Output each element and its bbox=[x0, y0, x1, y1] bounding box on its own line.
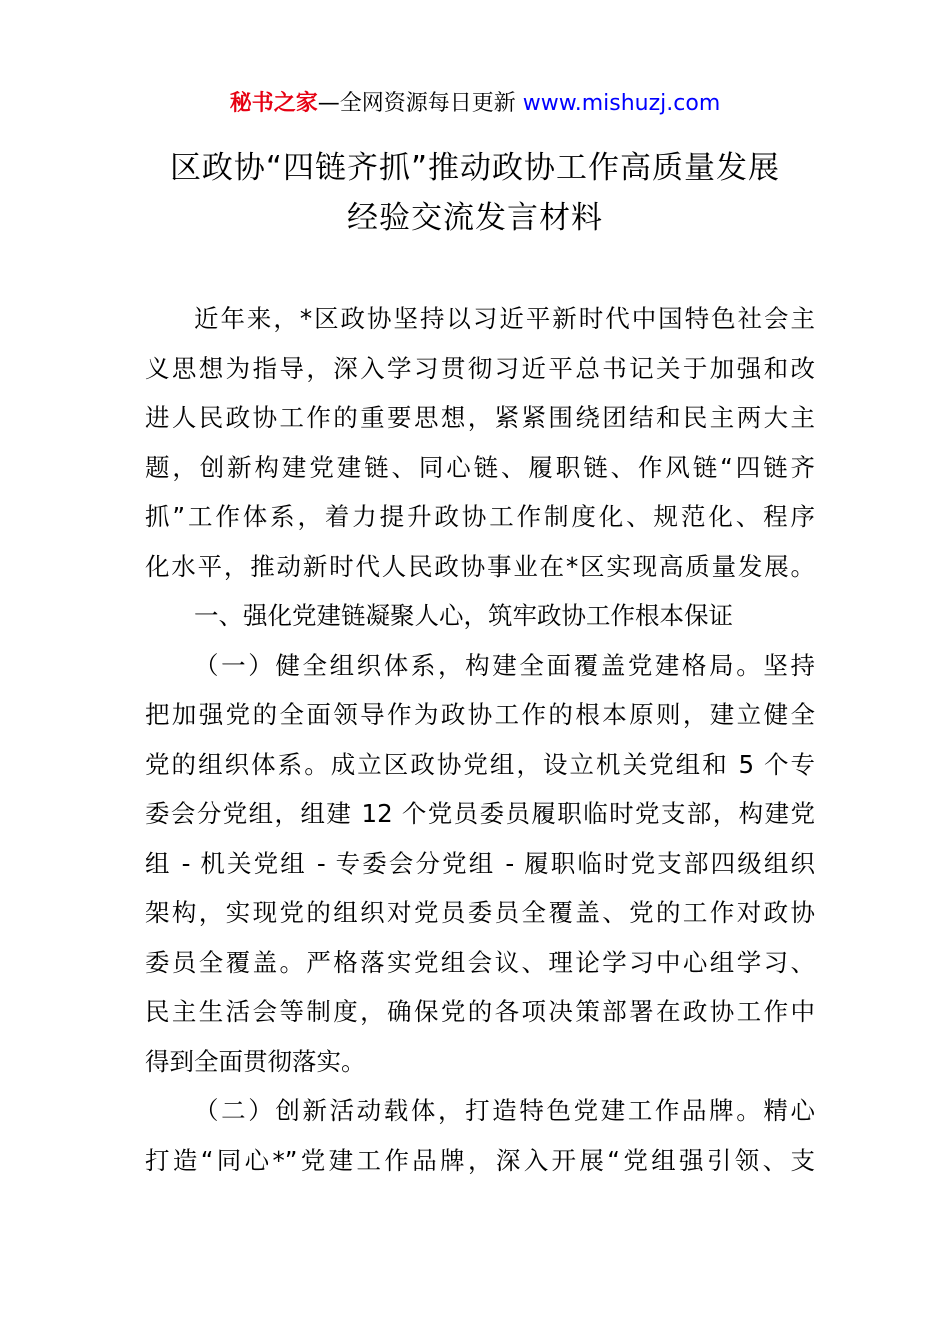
document-title-line-1: 区政协“四链齐抓”推动政协工作高质量发展 bbox=[169, 150, 781, 186]
paragraph-line: 委员全覆盖。严格落实党组会议、理论学习中心组学习、 bbox=[145, 947, 815, 977]
paragraph-line: 义思想为指导，深入学习贯彻习近平总书记关于加强和改 bbox=[145, 353, 815, 383]
paragraph-line: （二）创新活动载体，打造特色党建工作品牌。精心 bbox=[194, 1096, 815, 1125]
paragraph-line: 题，创新构建党建链、同心链、履职链、作风链“四链齐 bbox=[145, 452, 815, 482]
site-tagline: —全网资源每日更新 bbox=[317, 91, 516, 116]
paragraph-line: 民主生活会等制度，确保党的各项决策部署在政协工作中 bbox=[145, 997, 815, 1026]
paragraph-line: 抓”工作体系，着力提升政协工作制度化、规范化、程序 bbox=[145, 502, 815, 531]
paragraph-line: （一）健全组织体系，构建全面覆盖党建格局。坚持 bbox=[194, 650, 815, 680]
paragraph-line: 委会分党组，组建 12 个党员委员履职临时党支部，构建党 bbox=[145, 799, 815, 828]
paragraph-line: 架构，实现党的组织对党员委员全覆盖、党的工作对政协 bbox=[145, 898, 815, 927]
paragraph-line: 党的组织体系。成立区政协党组，设立机关党组和 5 个专 bbox=[145, 749, 815, 779]
document-body bbox=[145, 294, 815, 1185]
paragraph-line: 进人民政协工作的重要思想，紧紧围绕团结和民主两大主 bbox=[145, 403, 815, 432]
paragraph-line: 化水平，推动新时代人民政协事业在*区实现高质量发展。 bbox=[145, 551, 815, 581]
paragraph-line: 组 - 机关党组 - 专委会分党组 - 履职临时党支部四级组织 bbox=[145, 848, 815, 878]
site-url-link[interactable]: www.mishuzj.com bbox=[522, 91, 721, 116]
site-header bbox=[0, 86, 950, 122]
paragraph-line: 近年来，*区政协坚持以习近平新时代中国特色社会主 bbox=[194, 304, 815, 333]
paragraph-line: 把加强党的全面领导作为政协工作的根本原则，建立健全 bbox=[145, 700, 815, 729]
site-brand: 秘书之家 bbox=[229, 91, 318, 116]
paragraph-line: 打造“同心*”党建工作品牌，深入开展“党组强引领、支 bbox=[145, 1145, 815, 1175]
document-title-line-2: 经验交流发言材料 bbox=[347, 200, 603, 236]
section-heading: 一、强化党建链凝聚人心，筑牢政协工作根本保证 bbox=[194, 601, 733, 630]
paragraph-line: 得到全面贯彻落实。 bbox=[145, 1046, 366, 1076]
